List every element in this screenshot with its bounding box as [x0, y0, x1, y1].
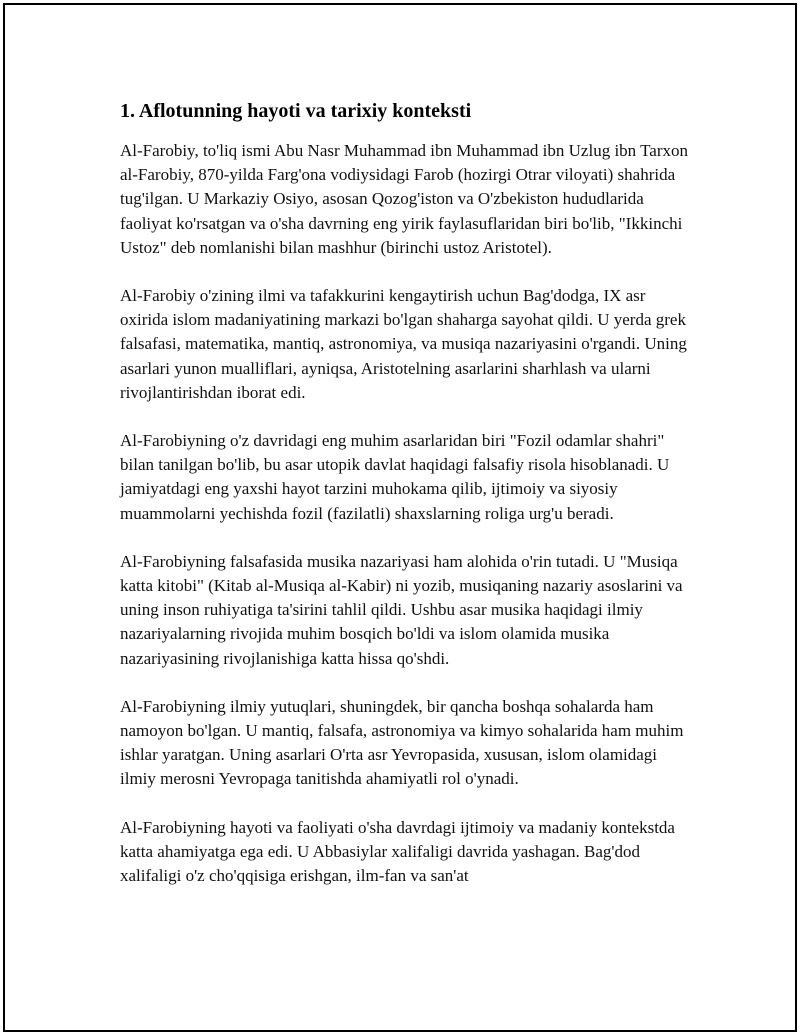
paragraph-2: Al-Farobiy o'zining ilmi va tafakkurini kengaytirish uchun Bag'dodga, IX asr oxirida islom madaniyatining markazi bo'lgan shaharga sayohat qildi. U yerda grek falsafasi, matematika, mantiq, astronomiya, va musiqa nazariyasini o'rgandi. Uning asarlari yunon mualliflari, ayniqsa, Aristotelning asarlarini sharhlash va ularni rivojlantirishdan iborat edi.	[120, 286, 687, 402]
document-page	[3, 3, 797, 1032]
paragraph-3: Al-Farobiyning o'z davridagi eng muhim asarlaridan biri "Fozil odamlar shahri" bilan tanilgan bo'lib, bu asar utopik davlat haqidagi falsafiy risola hisoblanadi. U jamiyatdagi eng yaxshi hayot tarzini muhokama qilib, ijtimoiy va siyosiy muammolarni yechishda fozil (fazilatli) shaxslarning roliga urg'u beradi.	[120, 431, 670, 523]
paragraph-4: Al-Farobiyning falsafasida musika nazariyasi ham alohida o'rin tutadi. U "Musiqa katta kitobi" (Kitab al-Musiqa al-Kabir) ni yozib, musiqaning nazariy asoslarini va uning inson ruhiyatiga ta'sirini tahlil qildi. Ushbu asar musika haqidagi ilmiy nazariyalarning rivojida muhim bosqich bo'ldi va islom olamida musika nazariyasining rivojlanishiga katta hissa qo'shdi.	[120, 551, 683, 668]
section-heading: 1. Aflotunning hayoti va tarixiy konteksti	[120, 100, 472, 122]
paragraph-5: Al-Farobiyning ilmiy yutuqlari, shuningdek, bir qancha boshqa sohalarda ham namoyon bo'lgan. U mantiq, falsafa, astronomiya va kimyo sohalarida ham muhim ishlar yaratgan. Uning asarlari O'rta asr Yevropasida, xususan, islom olamidagi ilmiy merosni Yevropaga tanitishda ahamiyatli rol o'ynadi.	[120, 696, 684, 789]
document-body	[120, 97, 690, 912]
paragraph-6: Al-Farobiyning hayoti va faoliyati o'sha davrdagi ijtimoiy va madaniy kontekstda katta ahamiyatga ega edi. U Abbasiylar xalifaligi davrida yashagan. Bag'dod xalifaligi o'z cho'qqisiga erishgan, ilm-fan va san'at	[120, 817, 675, 886]
paragraph-1: Al-Farobiy, to'liq ismi Abu Nasr Muhammad ibn Muhammad ibn Uzlug ibn Tarxon al-Farobiy, 870-yilda Farg'ona vodiysidagi Farob (hozirgi Otrar viloyati) shahrida tug'ilgan. U Markaziy Osiyo, asosan Qozog'iston va O'zbekiston hududlarida faoliyat ko'rsatgan va o'sha davrning eng yirik faylasuflaridan biri bo'lib, "Ikkinchi Ustoz" deb nomlanishi bilan mashhur (birinchi ustoz Aristotel).	[120, 141, 689, 257]
